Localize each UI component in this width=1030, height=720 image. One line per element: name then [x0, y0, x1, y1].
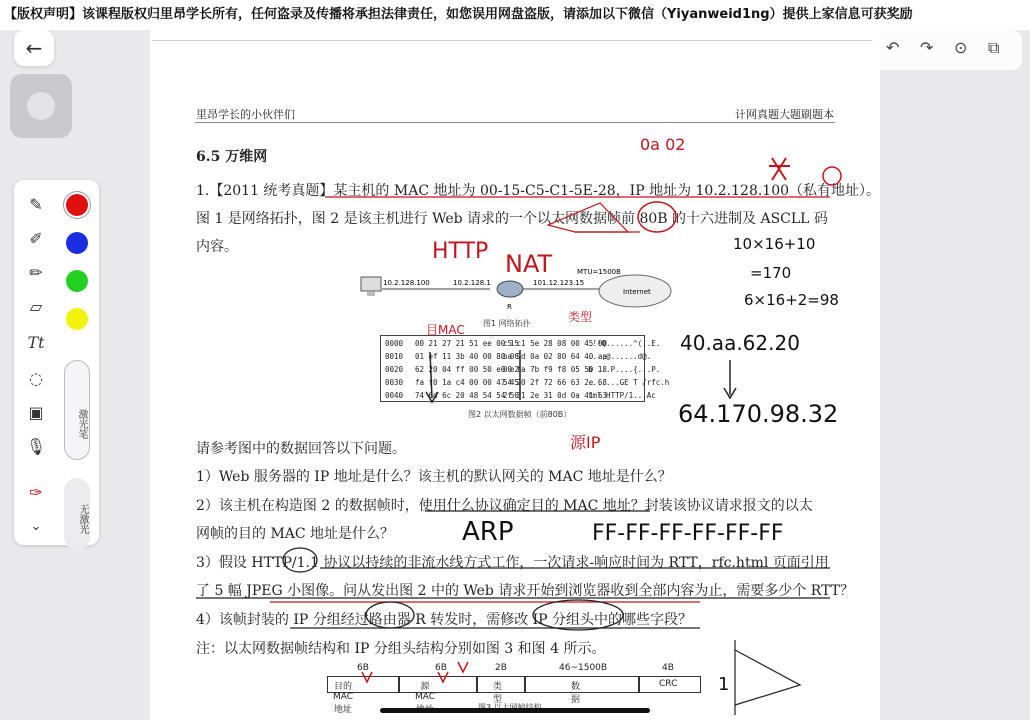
- hw-arp: ARP: [462, 517, 514, 547]
- size-label: 46~1500B: [559, 663, 608, 673]
- redo-icon[interactable]: ↷: [920, 38, 934, 57]
- pencil-icon[interactable]: ✎: [29, 194, 43, 214]
- color-swatch-green[interactable]: [66, 270, 88, 292]
- section-title: 6.5 万维网: [196, 149, 268, 165]
- hw-http: HTTP: [432, 239, 489, 264]
- router-icon: [497, 281, 523, 297]
- hw-ip-hex: 40.aa.62.20: [680, 331, 800, 355]
- host-ip-label: 10.2.128.100: [383, 279, 430, 287]
- question-line-1: 1.【2011 统考真题】某主机的 MAC 地址为 00-15-C5-C1-5E-28，IP 地址为 10.2.128.100（私有地址）。: [196, 183, 881, 199]
- microphone-icon[interactable]: 🎙: [25, 436, 47, 456]
- cell-label: CRC: [659, 679, 678, 689]
- eraser-icon[interactable]: ▱: [29, 296, 43, 316]
- figure-2-caption: 图2 以太网数据帧（前80B）: [468, 410, 572, 419]
- color-swatch-red[interactable]: [66, 194, 88, 216]
- image-icon[interactable]: ▣: [28, 402, 44, 422]
- question-3b: 了 5 幅 JPEG 小图像。问从发出图 2 中的 Web 请求开始到浏览器收到全部内容为止，需要多少个 RTT？: [196, 583, 855, 599]
- back-button[interactable]: [14, 30, 54, 66]
- no-laser-toggle[interactable]: 无激光: [64, 478, 90, 550]
- question-note: 注：以太网数据帧结构和 IP 分组头结构分别如图 3 和图 4 所示。: [196, 641, 606, 657]
- size-label: 6B: [357, 663, 369, 673]
- hw-broadcast-mac: FF-FF-FF-FF-FF-FF: [592, 521, 784, 546]
- hw-hex-note: 0a 02: [640, 135, 686, 154]
- page-header-left: 里昂学长的小伙伴们: [196, 108, 295, 121]
- back-arrow-icon: ←: [25, 36, 43, 60]
- question-2b: 网帧的目的 MAC 地址是什么？: [196, 526, 395, 542]
- cell-label: 目的 MAC 地址: [333, 682, 354, 715]
- router-right-ip-label: 101.12.123.15: [533, 279, 585, 287]
- question-3a: 3）假设 HTTP/1.1 协议以持续的非流水线方式工作，一次请求-响应时间为 RTT，rfc.html 页面引用: [196, 555, 829, 571]
- marker-icon[interactable]: ✏: [29, 262, 43, 282]
- figure-1-caption: 图1 网络拓扑: [483, 319, 531, 328]
- hw-dst-mac: 目MAC: [426, 323, 465, 337]
- question-4: 4）该帧封装的 IP 分组经过路由器 R 转发时，需修改 IP 分组头中的哪些字段？: [196, 612, 693, 628]
- hw-margin-number: 1: [718, 674, 730, 695]
- laser-pointer-icon[interactable]: ✑: [29, 482, 43, 502]
- hw-calc-1: 10×16+10: [733, 235, 816, 253]
- hw-calc-3: 6×16+2=98: [744, 291, 839, 309]
- home-indicator[interactable]: [380, 708, 650, 713]
- hw-calc-2: =170: [750, 264, 792, 282]
- router-left-ip-label: 10.2.128.1: [453, 279, 491, 287]
- question-1: 1）Web 服务器的 IP 地址是什么？该主机的默认网关的 MAC 地址是什么？: [196, 469, 672, 485]
- hw-src-ip: 源IP: [570, 433, 601, 452]
- color-swatch-yellow[interactable]: [66, 308, 88, 330]
- cell-label: 源 MAC: [415, 682, 436, 702]
- undo-icon[interactable]: ↶: [886, 38, 900, 57]
- hw-type: 类型: [568, 310, 593, 324]
- copyright-banner: 【版权声明】该课程版权归里昂学长所有，任何盗录及传播将承担法律责任，如您误用网盘盗版，请添加以下微信（Yiyanweid1ng）提供上家信息可获奖励: [0, 0, 1030, 30]
- mtu-label: MTU=1500B: [577, 268, 621, 276]
- question-line-3: 内容。: [196, 239, 238, 255]
- internet-label: Internet: [623, 288, 651, 296]
- cell-label: 数据: [571, 682, 581, 705]
- hw-nat: NAT: [505, 250, 553, 278]
- cell-label: 类型: [493, 682, 503, 705]
- hw-ip-decimal: 64.170.98.32: [678, 400, 839, 428]
- page-header-right: 计网真题大题刷题本: [735, 108, 834, 121]
- top-right-toolbar: [872, 30, 1022, 70]
- question-intro: 请参考图中的数据回答以下问题。: [196, 441, 406, 457]
- laser-trail-toggle[interactable]: 激光笔: [64, 360, 90, 460]
- host-computer-icon: [361, 277, 381, 296]
- lasso-icon[interactable]: ◌: [29, 368, 43, 388]
- copy-icon[interactable]: ⧉: [988, 38, 1000, 57]
- page-thumbnail[interactable]: [10, 74, 72, 138]
- question-2a: 2）该主机在构造图 2 的数据帧时，使用什么协议确定目的 MAC 地址？封装该协议请求报文的以太: [196, 498, 813, 514]
- page-top-rule: [152, 40, 878, 41]
- chevron-down-icon[interactable]: ⌄: [30, 518, 42, 534]
- more-icon[interactable]: ⊙: [954, 38, 968, 57]
- question-line-2: 图 1 是网络拓扑，图 2 是该主机进行 Web 请求的一个以太网数据帧前 80B 的十六进制及 ASCLL 码: [196, 211, 828, 227]
- text-tool-icon[interactable]: Tt: [27, 332, 45, 352]
- pen-icon[interactable]: ✐: [29, 228, 43, 248]
- size-label: 2B: [495, 663, 507, 673]
- size-label: 4B: [662, 663, 674, 673]
- hex-dump-figure: 0000 00 21 27 21 51 ee 00 15 c5 c1 5e 28 08 00 45 00 .!!Q......^(..E. 0010 01 ef 11 3b 40 00 80 06 ba 9d 0a 02 80 64 40 aa ...;@......d@. 0020 62 20 04 ff 00 50 e0 e2 00 fa 7b f9 f8 05 50 18 b ...P....{...P. 0030 fa f0 1a c4 00 00 47 45 54 20 2f 72 66 63 2e 68 .......GE T /rfc.h 0040 74 6d 6c 20 48 54 54 50 2f 31 2e 31 0d 0a 41 63 tml HTTP/1...Ac: [380, 335, 645, 402]
- color-swatch-blue[interactable]: [66, 232, 88, 254]
- router-label: R: [507, 303, 512, 311]
- header-divider: [195, 122, 835, 123]
- size-label: 6B: [435, 663, 447, 673]
